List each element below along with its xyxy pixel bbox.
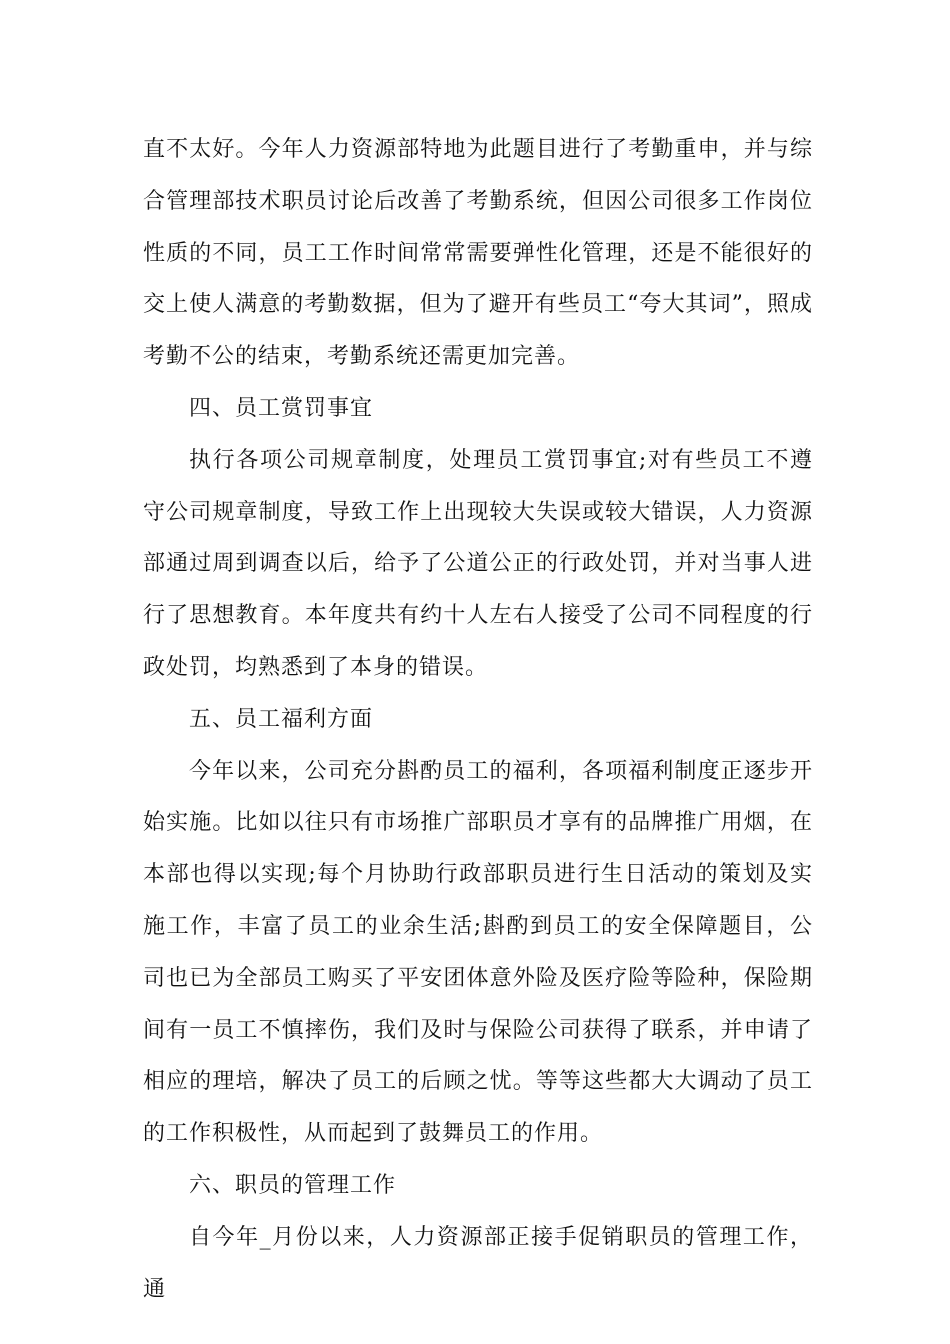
paragraph-welfare: 今年以来，公司充分斟酌员工的福利，各项福利制度正逐步开始实施。比如以往只有市场推广部职员才享有的品牌推广用烟，在本部也得以实现;每个月协助行政部职员进行生日活动的策划及实施工作，丰富了员工的业余生活;斟酌到员工的安全保障题目，公司也已为全部员工购买了平安团体意外险及医疗险等险种，保险期间有一员工不慎摔伤，我们及时与保险公司获得了联系，并申请了相应的理培，解决了员工的后顾之忧。等等这些都大大调动了员工的工作积极性，从而起到了鼓舞员工的作用。 bbox=[143, 758, 813, 1147]
paragraph-rewards-penalties: 执行各项公司规章制度，处理员工赏罚事宜;对有些员工不遵守公司规章制度，导致工作上出现较大失误或较大错误，人力资源部通过周到调查以后，给予了公道公正的行政处罚，并对当事人进行了思想教育。本年度共有约十人左右人接受了公司不同程度的行政处罚，均熟悉到了本身的错误。 bbox=[143, 447, 813, 680]
section-heading-staff-management: 六、职员的管理工作 bbox=[189, 1172, 397, 1198]
paragraph-staff-management: 自今年_月份以来，人力资源部正接手促销职员的管理工作，通 bbox=[143, 1224, 813, 1302]
section-heading-welfare: 五、员工福利方面 bbox=[189, 706, 374, 732]
section-heading-rewards-penalties: 四、员工赏罚事宜 bbox=[189, 395, 374, 421]
paragraph-attendance: 直不太好。今年人力资源部特地为此题目进行了考勤重申，并与综合管理部技术职员讨论后改善了考勤系统，但因公司很多工作岗位性质的不同，员工工作时间常常需要弹性化管理，还是不能很好的交上使人满意的考勤数据，但为了避开有些员工“夸大其词”，照成考勤不公的结束，考勤系统还需更加完善。 bbox=[143, 137, 813, 370]
document-body bbox=[143, 124, 813, 1315]
